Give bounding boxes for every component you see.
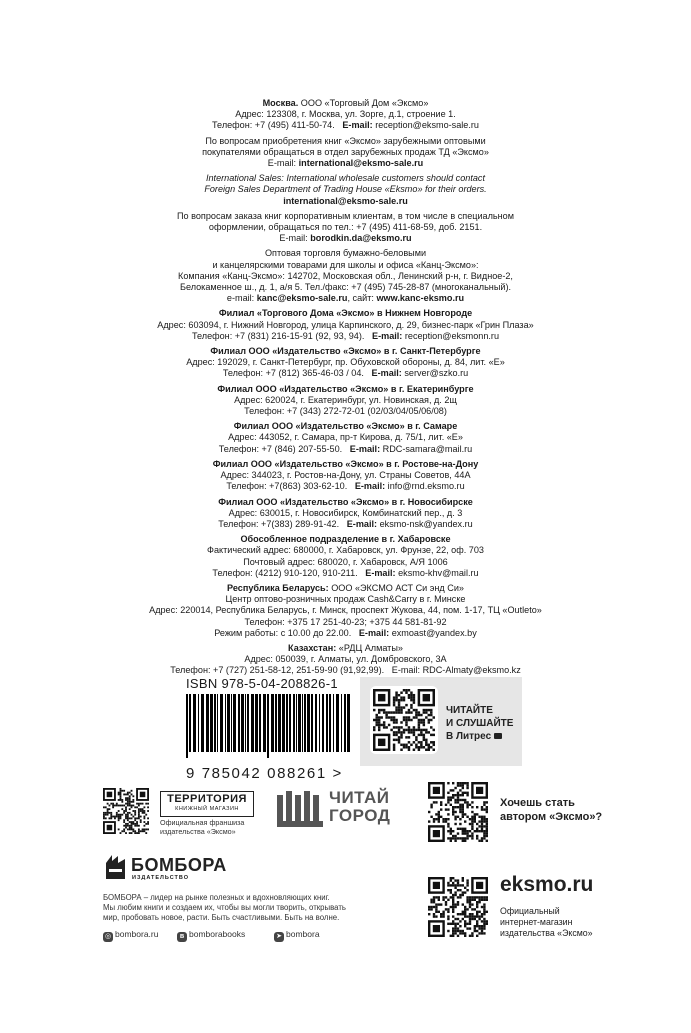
social-telegram[interactable]: ➤ bombora xyxy=(274,929,320,942)
imprint-block xyxy=(20,98,671,681)
bombora-description: БОМБОРА – лидер на рынке полезных и вдохновляющих книг. Мы любим книги и создаем их, чтобы вы могли творить, открывать мир, пробовать новое, расти. Быть счастливыми. Быть на волне. xyxy=(103,893,346,923)
barcode-digits: 9 785042 088261 > xyxy=(186,765,343,782)
chitai-gorod-icon xyxy=(277,789,325,829)
territoria-caption: Официальная франшиза издательства «Эксмо» xyxy=(160,818,245,836)
author-cta[interactable]: Хочешь стать автором «Эксмо»? xyxy=(500,797,603,823)
territoria-qr-icon[interactable] xyxy=(103,788,149,834)
litres-logo-icon xyxy=(494,733,502,739)
vk-icon: в xyxy=(177,932,187,942)
litres-promo-text: ЧИТАЙТЕ И СЛУШАЙТЕ В Литрес xyxy=(446,705,514,742)
corporate-section: По вопросам заказа книг корпоративным клиентам, в том числе в специальном оформлении, обращаться по тел.: +7 (495) 411-68-59, доб. 2151. E-mail: borodkin.da@eksmo.ru xyxy=(177,210,514,244)
belarus-section: Республика Беларусь: ООО «ЭКСМО АСТ Си энд Си» Центр оптово-розничных продаж Cash&Carry в г. Минске Адрес: 220014, Республика Беларусь, г. Минск, проспект Жукова, 44, пом. 1-17, ТЦ «Outleto» Телефон: +375 17 251-40-23; +375 44 581-81-92 Режим работы: с 10.00 до 22.00. E-mail: exmoast@yandex.by xyxy=(149,582,542,638)
barcode xyxy=(186,694,354,758)
moscow-section: Москва. ООО «Торговый Дом «Эксмо» Адрес: 123308, г. Москва, ул. Зорге, д.1, строение 1. Телефон: +7 (495) 411-50-74. E-mail: reception@eksmo-sale.ru xyxy=(212,98,479,131)
author-qr-icon[interactable] xyxy=(428,782,488,842)
nnov-section: Филиал «Торгового Дома «Эксмо» в Нижнем Новгороде Адрес: 603094, г. Нижний Новгород, улица Карпинского, д. 29, бизнес-парк «Грин Плаза» Телефон: +7 (831) 216-15-91 (92, 93, 94). E-mail: reception@eksmonn.ru xyxy=(157,308,534,341)
khab-section: Обособленное подразделение в г. Хабаровске Фактический адрес: 680000, г. Хабаровск, ул. Фрунзе, 22, оф. 703 Почтовый адрес: 680020, г. Хабаровск, А/Я 1006 Телефон: (4212) 910-120, 910-211. E-mail: eksmo-khv@mail.ru xyxy=(207,534,484,578)
bombora-logo-icon xyxy=(103,853,129,881)
litres-promo[interactable] xyxy=(360,677,522,766)
social-instagram[interactable]: ◎ bombora.ru xyxy=(104,929,159,940)
samara-section: Филиал ООО «Издательство «Эксмо» в г. Самаре Адрес: 443052, г. Самара, пр-т Кирова, д. 75/1, лит. «Е» Телефон: +7 (846) 207-55-50. E-mail: RDC-samara@mail.ru xyxy=(218,421,473,454)
bombora-sub: ИЗДАТЕЛЬСТВО xyxy=(132,875,190,881)
ekb-section: Филиал ООО «Издательство «Эксмо» в г. Екатеринбурге Адрес: 620024, г. Екатеринбург, ул. Новинская, д. 2щ Телефон: +7 (343) 272-72-01 (02/03/04/05/06/08) xyxy=(217,383,474,417)
territoria-logo: ТЕРРИТОРИЯ КНИЖНЫЙ МАГАЗИН xyxy=(160,791,254,817)
bombora-name: БОМБОРА xyxy=(131,855,227,875)
kz-section: Казахстан: «РДЦ Алматы» Адрес: 050039, г. Алматы, ул. Домбровского, 3А Телефон: +7 (727) 251-58-12, 251-59-90 (91,92,99). E-mail: RDC-Almaty@eksmo.kz xyxy=(170,642,521,676)
foreign-sales-en: International Sales: International wholesale customers should contact Foreign Sales Department of Trading House «Eksmo» for their orders. international@eksmo-sale.ru xyxy=(204,173,487,206)
social-vk[interactable]: в bomborabooks xyxy=(177,929,245,942)
foreign-sales-ru: По вопросам приобретения книг «Эксмо» зарубежными оптовыми покупателями обращаться в отдел зарубежных продаж ТД «Эксмо» E-mail: international@eksmo-sale.ru xyxy=(202,135,489,169)
spb-section: Филиал ООО «Издательство «Эксмо» в г. Санкт-Петербурге Адрес: 192029, г. Санкт-Петербург, пр. Обуховской обороны, д. 84, лит. «Е» Телефон: +7 (812) 365-46-03 / 04. E-mail: server@szko.ru xyxy=(186,346,505,379)
litres-qr-icon xyxy=(370,686,438,754)
eksmo-shop-qr-icon[interactable] xyxy=(428,877,488,937)
isbn-label: ISBN 978-5-04-208826-1 xyxy=(186,676,338,691)
telegram-icon: ➤ xyxy=(274,932,284,942)
nsk-section: Филиал ООО «Издательство «Эксмо» в г. Новосибирске Адрес: 630015, г. Новосибирск, Комбинатский пер., д. 3 Телефон: +7(383) 289-91-42. E-mail: eksmo-nsk@yandex.ru xyxy=(218,496,473,529)
eksmo-shop-url[interactable]: eksmo.ru xyxy=(500,873,594,896)
kanc-section: Оптовая торговля бумажно-беловыми и канцелярскими товарами для школы и офиса «Канц-Эксмо»: Компания «Канц-Эксмо»: 142702, Московская обл., Ленинский р-н, г. Видное-2, Белокаменное ш., д. 1, а/я 5. Тел./факс: +7 (495) 745-28-87 (многоканальный). e-mail: kanc@eksmo-sale.ru, сайт: www.kanc-eksmo.ru xyxy=(178,248,513,304)
rostov-section: Филиал ООО «Издательство «Эксмо» в г. Ростове-на-Дону Адрес: 344023, г. Ростов-на-Дону, ул. Страны Советов, 44А Телефон: +7(863) 303-62-10. E-mail: info@rnd.eksmo.ru xyxy=(212,458,479,492)
eksmo-shop-description: Официальный интернет-магазин издательства «Эксмо» xyxy=(500,906,593,938)
instagram-icon: ◎ xyxy=(104,933,112,940)
